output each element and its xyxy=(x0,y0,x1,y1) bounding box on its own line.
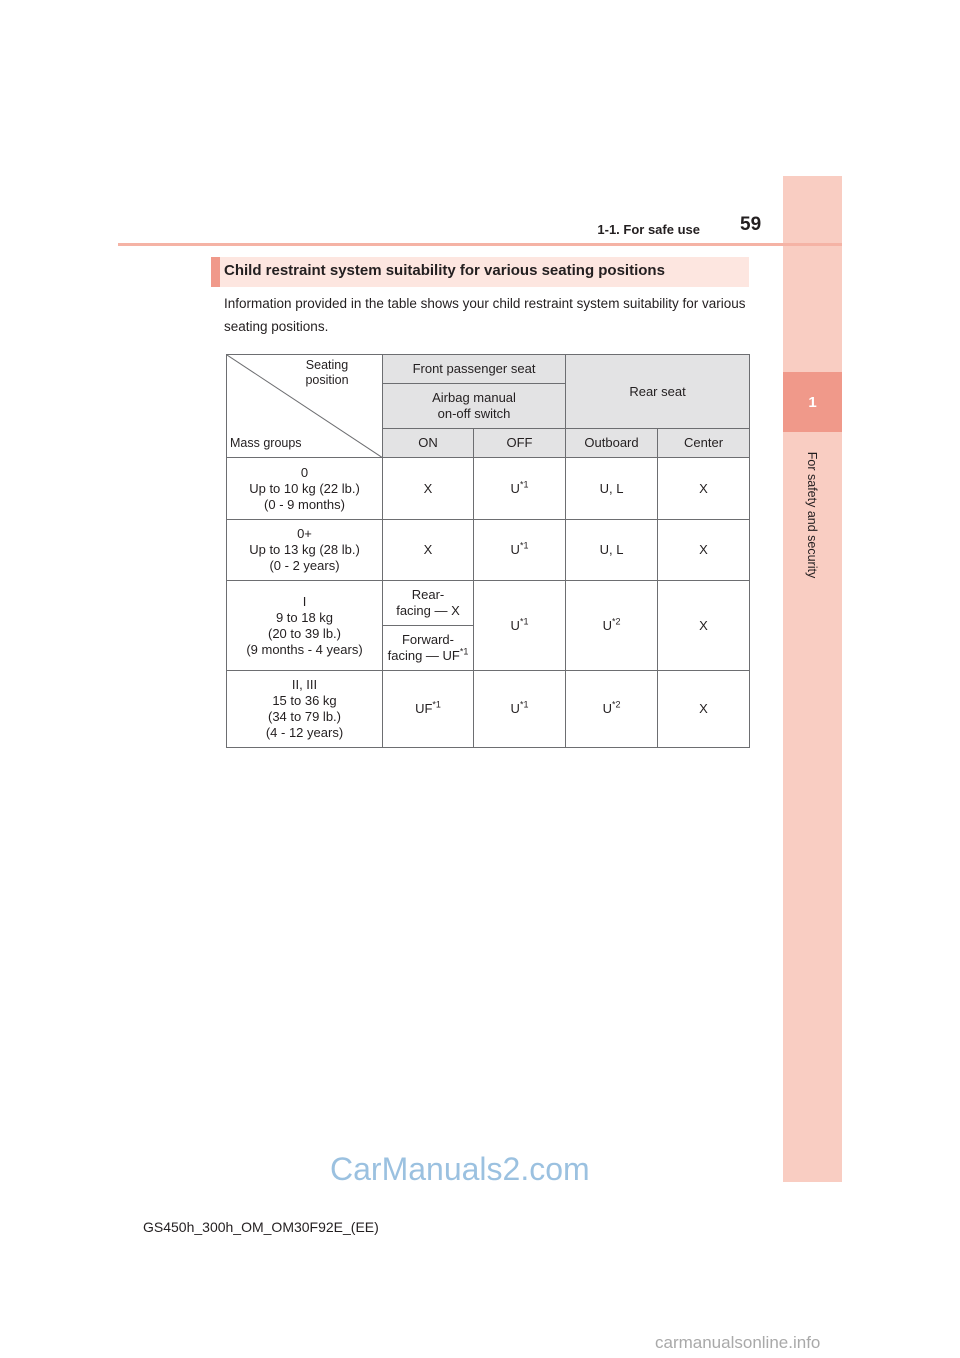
table-corner-cell xyxy=(227,355,383,458)
group-weight: 15 to 36 kg xyxy=(272,693,337,708)
outboard-value: U xyxy=(602,701,612,716)
footnote-mark: *1 xyxy=(519,479,529,490)
page-number: 59 xyxy=(740,214,762,235)
group-weight: Up to 13 kg (28 lb.) xyxy=(249,542,360,557)
section-title: Child restraint system suitability for various seating positions xyxy=(224,262,665,279)
center-cell: X xyxy=(658,520,750,581)
chapter-number: 1 xyxy=(808,393,817,411)
forward-facing-line1: Forward- xyxy=(401,632,454,647)
watermark-carmanuals2: CarManuals2.com xyxy=(330,1151,590,1187)
chapter-side-tab xyxy=(783,176,842,1182)
rear-facing-line1: Rear- xyxy=(411,587,445,602)
group-weight: 9 to 18 kg xyxy=(275,609,334,625)
suitability-table xyxy=(226,354,750,748)
group-weight-lb: (20 to 39 lb.) xyxy=(268,625,341,641)
corner-mass-label: Mass groups xyxy=(230,436,302,450)
mass-group-cell xyxy=(227,458,383,520)
on-cell: X xyxy=(383,458,474,520)
header-rule xyxy=(118,243,842,246)
rear-seat-header: Rear seat xyxy=(566,355,750,429)
mass-group-cell xyxy=(227,671,383,748)
on-value: UF xyxy=(415,701,433,716)
group-weight-lb: (34 to 79 lb.) xyxy=(268,709,341,724)
col-outboard-header: Outboard xyxy=(566,429,658,458)
col-off-header: OFF xyxy=(474,429,566,458)
table-row xyxy=(227,520,750,581)
group-name: I xyxy=(302,593,307,609)
off-value: U xyxy=(510,542,520,557)
center-cell: X xyxy=(658,581,750,671)
footnote-mark: *2 xyxy=(611,699,621,710)
footnote-mark: *1 xyxy=(459,646,469,657)
header-section-title: 1-1. For safe use xyxy=(597,222,700,237)
group-age: (0 - 9 months) xyxy=(264,496,345,512)
rear-facing-line2: facing — X xyxy=(396,603,460,618)
group-name: 0+ xyxy=(297,526,312,541)
table-row xyxy=(227,458,750,520)
front-passenger-header: Front passenger seat xyxy=(383,355,566,384)
footnote-mark: *1 xyxy=(432,699,441,710)
chapter-label-text: For safety and security xyxy=(805,451,819,579)
group-name: II, III xyxy=(291,677,318,692)
footnote-mark: *1 xyxy=(519,540,529,551)
airbag-switch-header: Airbag manual on-off switch xyxy=(383,384,566,429)
col-center-header: Center xyxy=(658,429,750,458)
footnote-mark: *1 xyxy=(519,616,529,627)
outboard-cell xyxy=(566,671,658,748)
off-value: U xyxy=(510,480,520,496)
on-forward-facing-cell xyxy=(383,626,474,671)
footer-doc-code: GS450h_300h_OM_OM30F92E_(EE) xyxy=(143,1219,379,1235)
forward-facing-value: facing — UF xyxy=(387,648,460,663)
center-cell: X xyxy=(658,458,750,520)
chapter-label xyxy=(800,440,824,590)
on-cell: X xyxy=(383,520,474,581)
off-value: U xyxy=(510,701,520,716)
footnote-mark: *2 xyxy=(611,616,621,627)
forward-facing-line2 xyxy=(383,648,473,664)
outboard-cell xyxy=(566,581,658,671)
group-age: (0 - 2 years) xyxy=(269,558,340,573)
group-age: (4 - 12 years) xyxy=(265,725,344,740)
corner-seating-label: Seating position xyxy=(305,358,349,387)
center-cell: X xyxy=(658,671,750,748)
off-cell xyxy=(474,458,566,520)
watermark-carmanualsonline: carmanualsonline.info xyxy=(655,1333,821,1352)
group-age: (9 months - 4 years) xyxy=(246,641,363,657)
col-on-header: ON xyxy=(383,429,474,458)
mass-group-cell xyxy=(227,520,383,581)
off-cell xyxy=(474,520,566,581)
on-cell xyxy=(383,671,474,748)
table-row xyxy=(227,671,750,748)
outboard-value: U xyxy=(602,617,612,633)
off-cell xyxy=(474,671,566,748)
outboard-cell: U, L xyxy=(566,520,658,581)
group-name: 0 xyxy=(300,464,309,480)
group-weight: Up to 10 kg (22 lb.) xyxy=(249,480,360,496)
footnote-mark: *1 xyxy=(519,699,529,710)
off-cell xyxy=(474,581,566,671)
off-value: U xyxy=(510,617,520,633)
section-intro: Information provided in the table shows your child restraint system suitability for various seating positions. xyxy=(224,296,746,334)
mass-group-cell xyxy=(227,581,383,671)
on-rear-facing-cell xyxy=(383,581,474,626)
table-row xyxy=(227,581,750,626)
outboard-cell: U, L xyxy=(566,458,658,520)
